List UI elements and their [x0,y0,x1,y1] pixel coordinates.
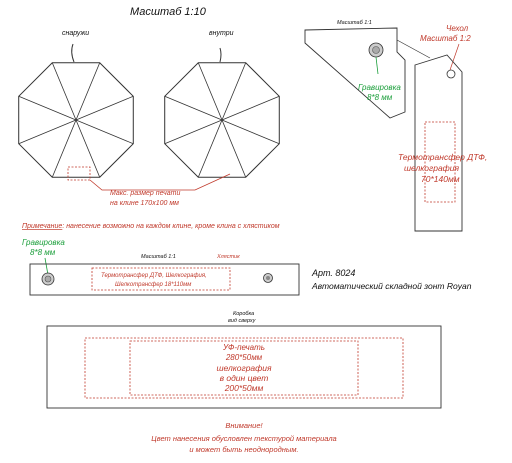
strap-label: Хлястик [217,254,240,260]
scale-title: Масштаб 1:10 [130,6,206,18]
inside-label: внутри [209,30,234,37]
case-title-line2: Масштаб 1:2 [420,34,471,43]
box-uv-size: 280*50мм [225,353,263,362]
case-title-leader [450,44,459,70]
strap-print-line1: Термотрансфер ДТФ, Шелкография, [101,273,207,279]
max-print-line2: на клине 170х100 мм [110,200,179,207]
strap-engraving-leader [45,258,48,275]
case-hole [447,70,455,78]
box-silk-line2: в один цвет [219,373,269,383]
case-flap [305,28,405,118]
strap-engraving-line1: Гравировка [22,238,65,247]
note-label: Примечание [22,223,63,230]
strap-print-line2: Шелкотрансфер 18*110мм [115,282,192,288]
outside-label: снаружи [62,30,90,37]
case-scale-small: Масштаб 1:1 [337,20,372,26]
case-engraving-line2: 8*8 мм [367,93,393,102]
box-silk-line1: шелкография [216,363,272,373]
box-label-line2: вид сверху [228,318,256,324]
max-print-leader [90,174,230,190]
umbrella-inside [165,48,280,177]
umbrella-outside-ribs [19,63,134,178]
max-print-line1: Макс. размер печати [110,190,181,197]
case-print-area [425,122,455,202]
strap-engraving-line2: 8*8 мм [30,248,56,257]
warning-line2: и может быть неоднородным. [189,445,299,454]
article-number: Арт. 8024 [312,268,356,278]
case-engraving-leader [376,57,378,74]
case-thermo-line1: Термотрансфер ДТФ, [398,152,488,162]
umbrella-outside-tip [72,44,74,62]
box-silk-size: 200*50мм [224,383,264,393]
warning-line1: Цвет нанесения обусловлен текстурой материала [151,434,337,443]
case-engraving-line1: Гравировка [358,83,401,92]
strap-snap-inner [266,276,270,280]
note-text [22,222,280,230]
case-thermo-line2: шелкография [404,163,460,173]
box-label-line1: Коробка [233,311,255,317]
strap-scale: Масштаб 1:1 [141,254,176,260]
umbrella-inside-ribs [165,63,280,178]
umbrella-inside-tip [220,48,221,62]
box-uv-title: УФ-печать [223,343,265,352]
note-body: : нанесение возможно на каждом клине, кроме клина с хлястиком [62,223,280,230]
case-thermo-line3: 70*140мм [421,174,460,184]
article-name: Автоматический складной зонт Royan [312,281,472,291]
case-title-line1: Чехол [446,24,469,33]
umbrella-outside [19,44,134,180]
case-button-inner [373,47,380,54]
warning-title: Внимание! [225,421,263,430]
umbrella-print-area [68,167,90,180]
strap-button-inner [45,276,51,282]
